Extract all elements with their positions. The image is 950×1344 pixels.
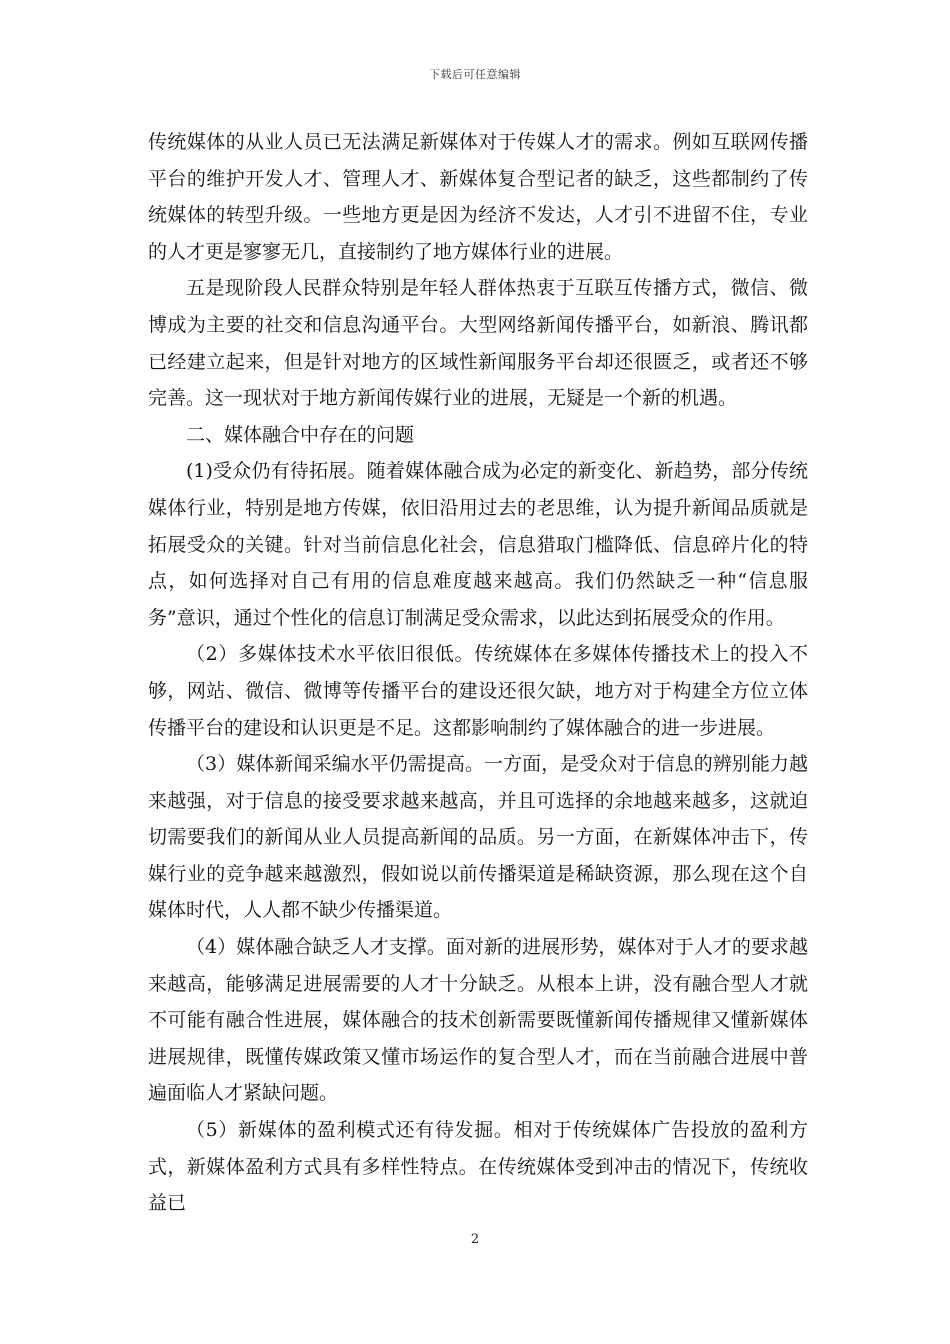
page-header: 下载后可任意编辑: [429, 68, 521, 81]
paragraph-item-5: （5）新媒体的盈利模式还有待发掘。相对于传统媒体广告投放的盈利方式，新媒体盈利方式具有多样性特点。在传统媒体受到冲击的情况下，传统收益已: [148, 1119, 808, 1215]
paragraph-continuation: 传统媒体的从业人员已无法满足新媒体对于传媒人才的需求。例如互联网传播平台的维护开发人才、管理人才、新媒体复合型记者的缺乏，这些都制约了传统媒体的转型升级。一些地方更是因为经济不发达，人才引不进留不住，专业的人才更是寥寥无几，直接制约了地方媒体行业的进展。: [148, 131, 808, 263]
document-body: [148, 124, 808, 1222]
paragraph-item-1: (1)受众仍有待拓展。随着媒体融合成为必定的新变化、新趋势，部分传统媒体行业，特别是地方传媒，依旧沿用过去的老思维，认为提升新闻品质就是拓展受众的关键。针对当前信息化社会，信息猎取门槛降低、信息碎片化的特点，如何选择对自己有用的信息难度越来越高。我们仍然缺乏一种“信息服务”意识，通过个性化的信息订制满足受众需求，以此达到拓展受众的作用。: [148, 460, 808, 629]
page-number: 2: [470, 1232, 480, 1247]
section-heading: 二、媒体融合中存在的问题: [186, 423, 415, 446]
paragraph-item-4: （4）媒体融合缺乏人才支撑。面对新的进展形势，媒体对于人才的要求越来越高，能够满足进展需要的人才十分缺乏。从根本上讲，没有融合型人才就不可能有融合性进展，媒体融合的技术创新需要既懂新闻传播规律又懂新媒体进展规律，既懂传媒政策又懂市场运作的复合型人才，而在当前融合进展中普遍面临人才紧缺问题。: [148, 936, 808, 1105]
paragraph-item-2: （2）多媒体技术水平依旧很低。传统媒体在多媒体传播技术上的投入不够，网站、微信、微博等传播平台的建设还很欠缺，地方对于构建全方位立体传播平台的建设和认识更是不足。这都影响制约了媒体融合的进一步进展。: [148, 643, 808, 739]
paragraph-item-3: （3）媒体新闻采编水平仍需提高。一方面，是受众对于信息的辨别能力越来越强，对于信息的接受要求越来越高，并且可选择的余地越来越多，这就迫切需要我们的新闻从业人员提高新闻的品质。另一方面，在新媒体冲击下，传媒行业的竞争越来越激烈，假如说以前传播渠道是稀缺资源，那么现在这个自媒体时代，人人都不缺少传播渠道。: [148, 753, 808, 922]
paragraph-point-five: 五是现阶段人民群众特别是年轻人群体热衷于互联互传播方式，微信、微博成为主要的社交和信息沟通平台。大型网络新闻传播平台，如新浪、腾讯都已经建立起来，但是针对地方的区域性新闻服务平台却还很匮乏，或者还不够完善。这一现状对于地方新闻传媒行业的进展，无疑是一个新的机遇。: [148, 277, 808, 410]
